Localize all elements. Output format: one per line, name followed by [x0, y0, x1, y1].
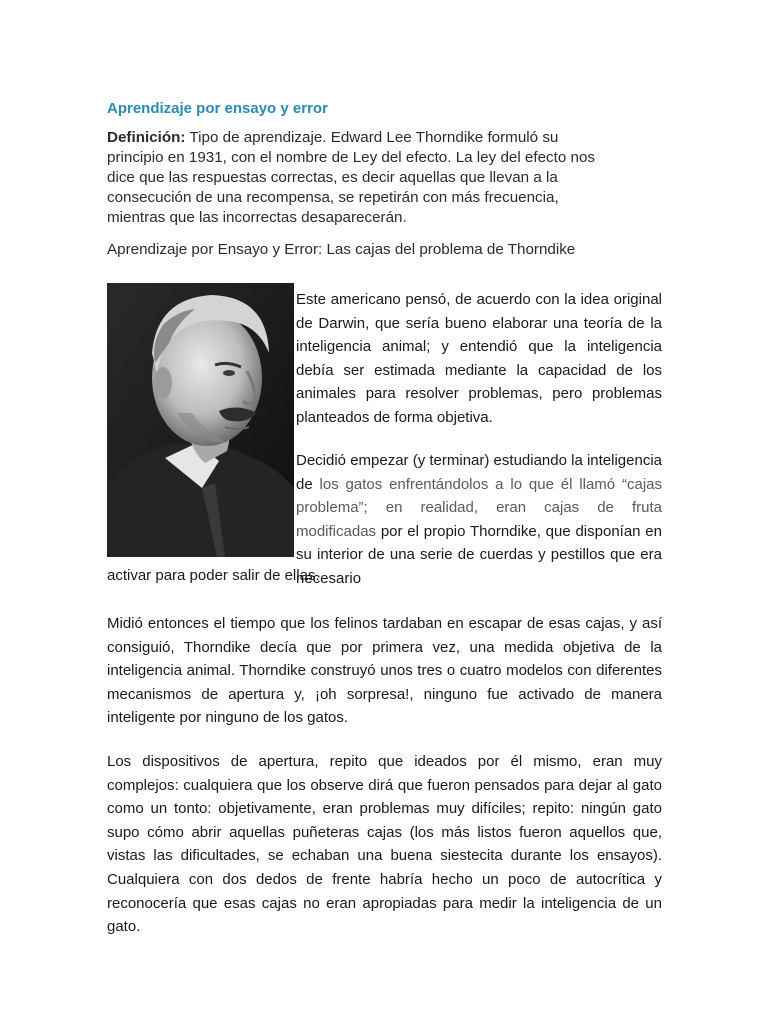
section-subtitle: Aprendizaje por Ensayo y Error: Las cajas del problema de Thorndike — [107, 241, 576, 258]
portrait-photo — [107, 283, 294, 557]
paragraph-4: Los dispositivos de apertura, repito que ideados por él mismo, eran muy complejos: cualquiera que los observe dirá que fueron pensados para dejar al gato como un tonto: objetivamente, eran problemas muy difíciles; repito: ningún gato supo cómo abrir aquellas puñeteras cajas (los más listos fueron aquellos que, vistas las dificultades, se echaban una buena siestecita durante los ensayos). Cualquiera con dos dedos de frente habría hecho un poco de autocrítica y reconocería que esas cajas no eran apropiadas para medir la inteligencia de un gato. — [107, 753, 662, 936]
definition-text: Tipo de aprendizaje. Edward Lee Thorndike formuló su principio en 1931, con el nombre de Ley del efecto. La ley del efecto nos dice que las respuestas correctas, es decir aquellas que llevan a la consecución de una recompensa, se repetirán con más frecuencia, mientras que las incorrectas desaparecerán. — [107, 129, 596, 226]
paragraph-2 — [296, 449, 662, 591]
document-title: Aprendizaje por ensayo y error — [107, 100, 328, 117]
paragraph-3: Midió entonces el tiempo que los felinos tardaban en escapar de esas cajas, y así consiguió, Thorndike decía que por primera vez, una medida objetiva de la inteligencia animal. Thorndike construyó unos tres o cuatro modelos con diferentes mecanismos de apertura y, ¡oh sorpresa!, ninguno fue activado de manera inteligente por ninguno de los gatos. — [107, 615, 662, 727]
definition-label: Definición: — [107, 129, 186, 146]
paragraph-1: Este americano pensó, de acuerdo con la idea original de Darwin, que sería bueno elaborar una teoría de la inteligencia animal; y entendió que la inteligencia debía ser estimada mediante la capacidad de los animales para resolver problemas, pero problemas planteados de forma objetiva. — [296, 291, 662, 426]
portrait-photo-icon — [107, 283, 294, 557]
paragraph-2-muted: los gatos enfrentándolos a lo que él llamó “cajas problema”; en realidad, eran cajas de fruta modificadas — [296, 475, 662, 540]
paragraph-2-tail: activar para poder salir de ellas. — [107, 567, 320, 584]
paragraph-2-end: por el propio Thorndike, que disponían en su interior de una serie de cuerdas y pestillos que era necesario — [296, 522, 662, 587]
paragraph-2-start: Decidió empezar (y terminar) estudiando la inteligencia de — [296, 452, 663, 493]
definition-paragraph — [107, 128, 617, 228]
